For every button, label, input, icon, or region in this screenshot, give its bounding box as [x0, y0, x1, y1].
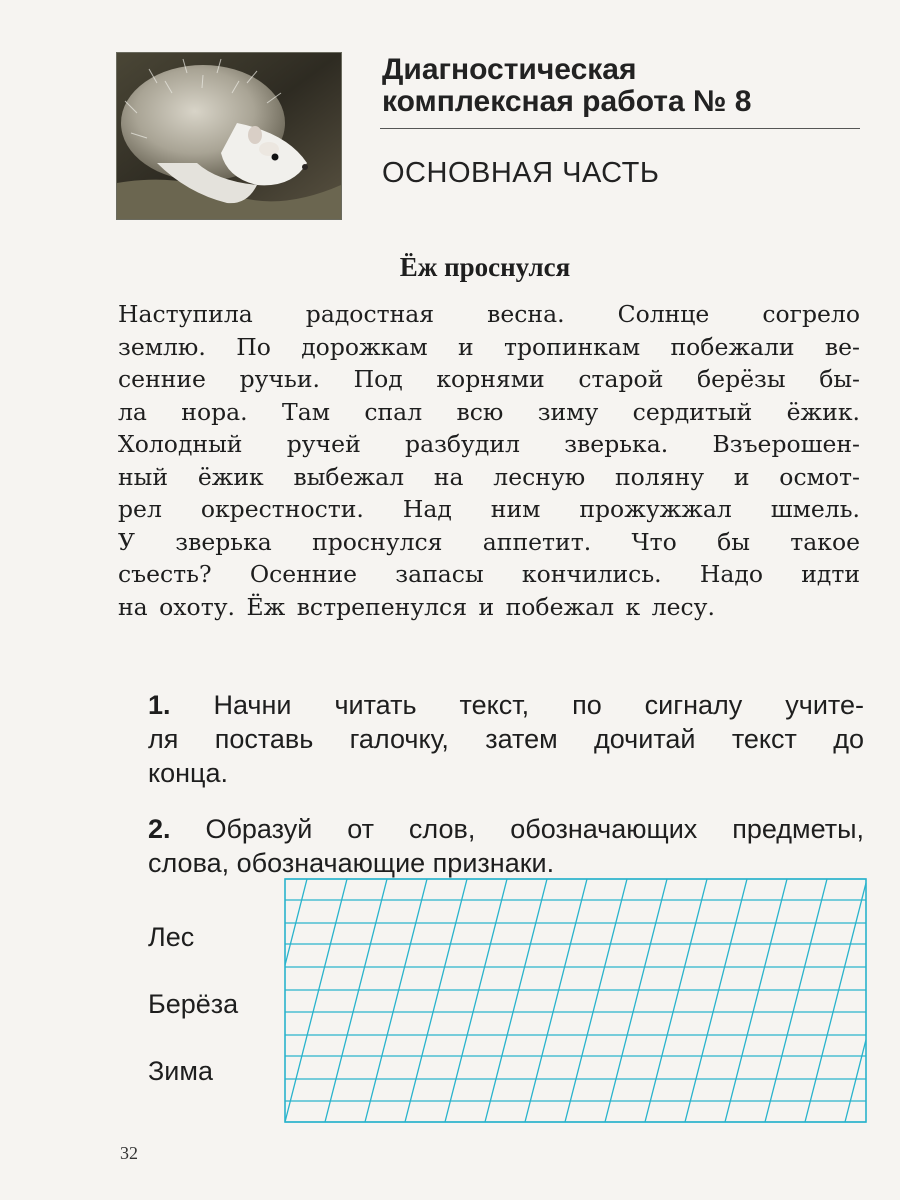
grid-slant-line: [445, 879, 507, 1122]
task-1-line-1: [148, 688, 864, 722]
grid-slant-line: [285, 879, 347, 1122]
grid-border: [285, 879, 866, 1122]
title-line-2: комплексная работа № 8: [382, 85, 752, 118]
grid-slant-line: [845, 1040, 866, 1122]
grid-slant-line: [285, 879, 307, 965]
story-line: рел окрестности. Над ним прожужжал шмель.: [118, 495, 860, 523]
story-line: сенние ручьи. Под корнями старой берёзы бы-: [118, 365, 860, 393]
task-2-line-2: слова, обозначающие признаки.: [148, 848, 555, 878]
section-heading: ОСНОВНАЯ ЧАСТЬ: [382, 157, 660, 189]
grid-slant-line: [685, 879, 747, 1122]
grid-slant-line: [525, 879, 587, 1122]
story-line: съесть? Осенние запасы кончились. Надо идти: [118, 560, 860, 588]
story-title: Ёж проснулся: [399, 252, 571, 282]
page-number: 32: [120, 1143, 138, 1163]
grid-slant-line: [605, 879, 667, 1122]
grid-slant-line: [405, 879, 467, 1122]
story-line: ла нора. Там спал всю зиму сердитый ёжик.: [118, 397, 860, 426]
story-line: ный ёжик выбежал на лесную поляну и осмот-: [118, 462, 860, 491]
word-bereza: Берёза: [148, 989, 239, 1019]
grid-slant-line: [765, 879, 827, 1122]
story-text: [118, 298, 860, 623]
worksheet-title: [382, 54, 862, 118]
grid-slant-line: [565, 879, 627, 1122]
word-les: Лес: [148, 922, 195, 952]
handwriting-grid[interactable]: [284, 878, 868, 1124]
word-zima: Зима: [148, 1056, 213, 1086]
task-text: Образуй от слов, обозначающих предметы,: [205, 814, 864, 844]
grid-slant-line: [325, 879, 387, 1122]
title-line-1: Диагностическая: [382, 53, 637, 86]
grid-slant-line: [645, 879, 707, 1122]
story-line: У зверька проснулся аппетит. Что бы такое: [118, 527, 860, 556]
grid-slant-line: [365, 879, 427, 1122]
task-1-line-3: конца.: [148, 758, 229, 788]
story-line: на охоту. Ёж встрепенулся и побежал к лесу.: [118, 592, 715, 621]
story-line: землю. По дорожкам и тропинкам побежали ве-: [118, 332, 860, 361]
grid-slant-line: [725, 879, 787, 1122]
task-number: 2.: [148, 814, 171, 844]
story-line: Наступила радостная весна. Солнце согрело: [118, 300, 860, 328]
hedgehog-photo: [116, 52, 342, 220]
title-divider: [380, 128, 860, 129]
task-2: [148, 812, 864, 880]
grid-slant-line: [485, 879, 547, 1122]
grid-slant-line: [805, 883, 866, 1122]
task-number: 1.: [148, 690, 171, 720]
story-line: Холодный ручей разбудил зверька. Взъерошен-: [118, 430, 860, 458]
task-2-line-1: [148, 812, 864, 846]
task-1: [148, 688, 864, 790]
task-text: Начни читать текст, по сигналу учите-: [213, 690, 864, 720]
task-1-line-2: ля поставь галочку, затем дочитай текст до: [148, 724, 864, 754]
